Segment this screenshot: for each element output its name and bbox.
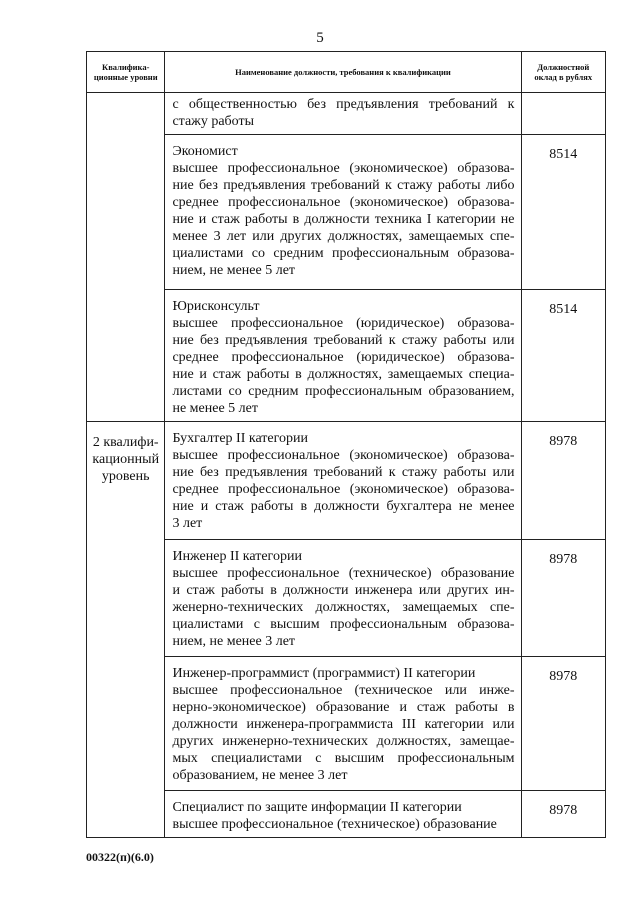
qualification-table [86,51,606,838]
description-line: не менее 5 лет [172,401,258,416]
table-row [87,290,606,422]
description-line: циалистами с высшим профессиональным образова- [172,617,515,632]
header-salary: Должностной оклад в рублях [521,52,606,93]
position-title: Экономист [172,144,238,159]
salary-cell: 8978 [521,540,606,657]
description-line: среднее профессиональное (экономическое) образова- [172,482,515,497]
position-title: Бухгалтер II категории [172,431,309,446]
salary-cell: 8514 [521,135,606,290]
description-line: нерно-экономическое) образование и стаж работы в [172,700,515,715]
position-description [165,540,521,657]
description-line: нием, не менее 3 лет [172,634,296,649]
description-line: высшее профессиональное (техническое) образование [172,566,515,581]
position-description [165,422,521,540]
table-row [87,540,606,657]
description-line: среднее профессиональное (экономическое) образова- [172,195,515,210]
description-line: женерно-технических должностях, замещаемых спе- [172,600,515,615]
table-row [87,422,606,540]
level-cell-2: 2 квалифи- кационный уровень [87,422,165,838]
description-line: циалистами со средним профессиональным образова- [172,246,515,261]
description-line: ние и стаж работы в должностях, замещаемых специа- [172,367,515,382]
table-header-row [87,52,606,93]
table-row [87,657,606,791]
description-line: ние без предъявления требований к стажу работы или [172,465,515,480]
description-line: высшее профессиональное (юридическое) образова- [172,316,515,331]
table-row [87,135,606,290]
description-line: менее 3 лет или других должностях, замещаемых спе- [172,229,515,244]
position-description [165,290,521,422]
table-row [87,93,606,135]
description-line: ние и стаж работы в должности бухгалтера не менее [172,499,515,514]
position-description [165,93,521,135]
table-row [87,791,606,838]
position-title: Инженер II категории [172,549,302,564]
description-line: ние без предъявления требований к стажу работы или [172,333,515,348]
salary-cell: 8978 [521,791,606,838]
description-line: с общественностью без предъявления требований к [172,97,515,112]
footer-code: 00322(п)(6.0) [86,850,154,864]
description-line: и стаж работы в должности инженера или других ин- [172,583,515,598]
description-line: нием, не менее 5 лет [172,263,296,278]
position-title: Инженер-программист (программист) II категории [172,666,476,681]
description-line: листами со средним профессиональным образованием, [172,384,515,399]
position-description [165,791,521,838]
description-line: стажу работы [172,114,255,129]
position-description [165,135,521,290]
page-number: 5 [316,30,324,46]
description-line: высшее профессиональное (экономическое) образова- [172,448,515,463]
level-cell-1 [87,93,165,422]
description-line: ние без предъявления требований к стажу работы либо [172,178,515,193]
position-title: Юрисконсульт [172,299,260,314]
description-line: других инженерно-технических должностях, замещае- [172,734,515,749]
description-line: ние и стаж работы в должности техника I категории не [172,212,515,227]
description-line: высшее профессиональное (техническое) образование [172,817,497,832]
salary-cell: 8514 [521,290,606,422]
salary-cell: 8978 [521,422,606,540]
description-line: высшее профессиональное (техническое или инже- [172,683,515,698]
position-title: Специалист по защите информации II категории [172,800,462,815]
description-line: образованием, не менее 3 лет [172,768,348,783]
description-line: высшее профессиональное (экономическое) образова- [172,161,515,176]
position-description [165,657,521,791]
salary-cell [521,93,606,135]
header-level: Квалифика- ционные уровни [87,52,165,93]
description-line: среднее профессиональное (юридическое) образова- [172,350,515,365]
header-position: Наименование должности, требования к квалификации [165,52,521,93]
description-line: мых специалистами с высшим профессиональным [172,751,515,766]
salary-cell: 8978 [521,657,606,791]
description-line: 3 лет [172,516,203,531]
description-line: должности инженера-программиста III категории или [172,717,515,732]
